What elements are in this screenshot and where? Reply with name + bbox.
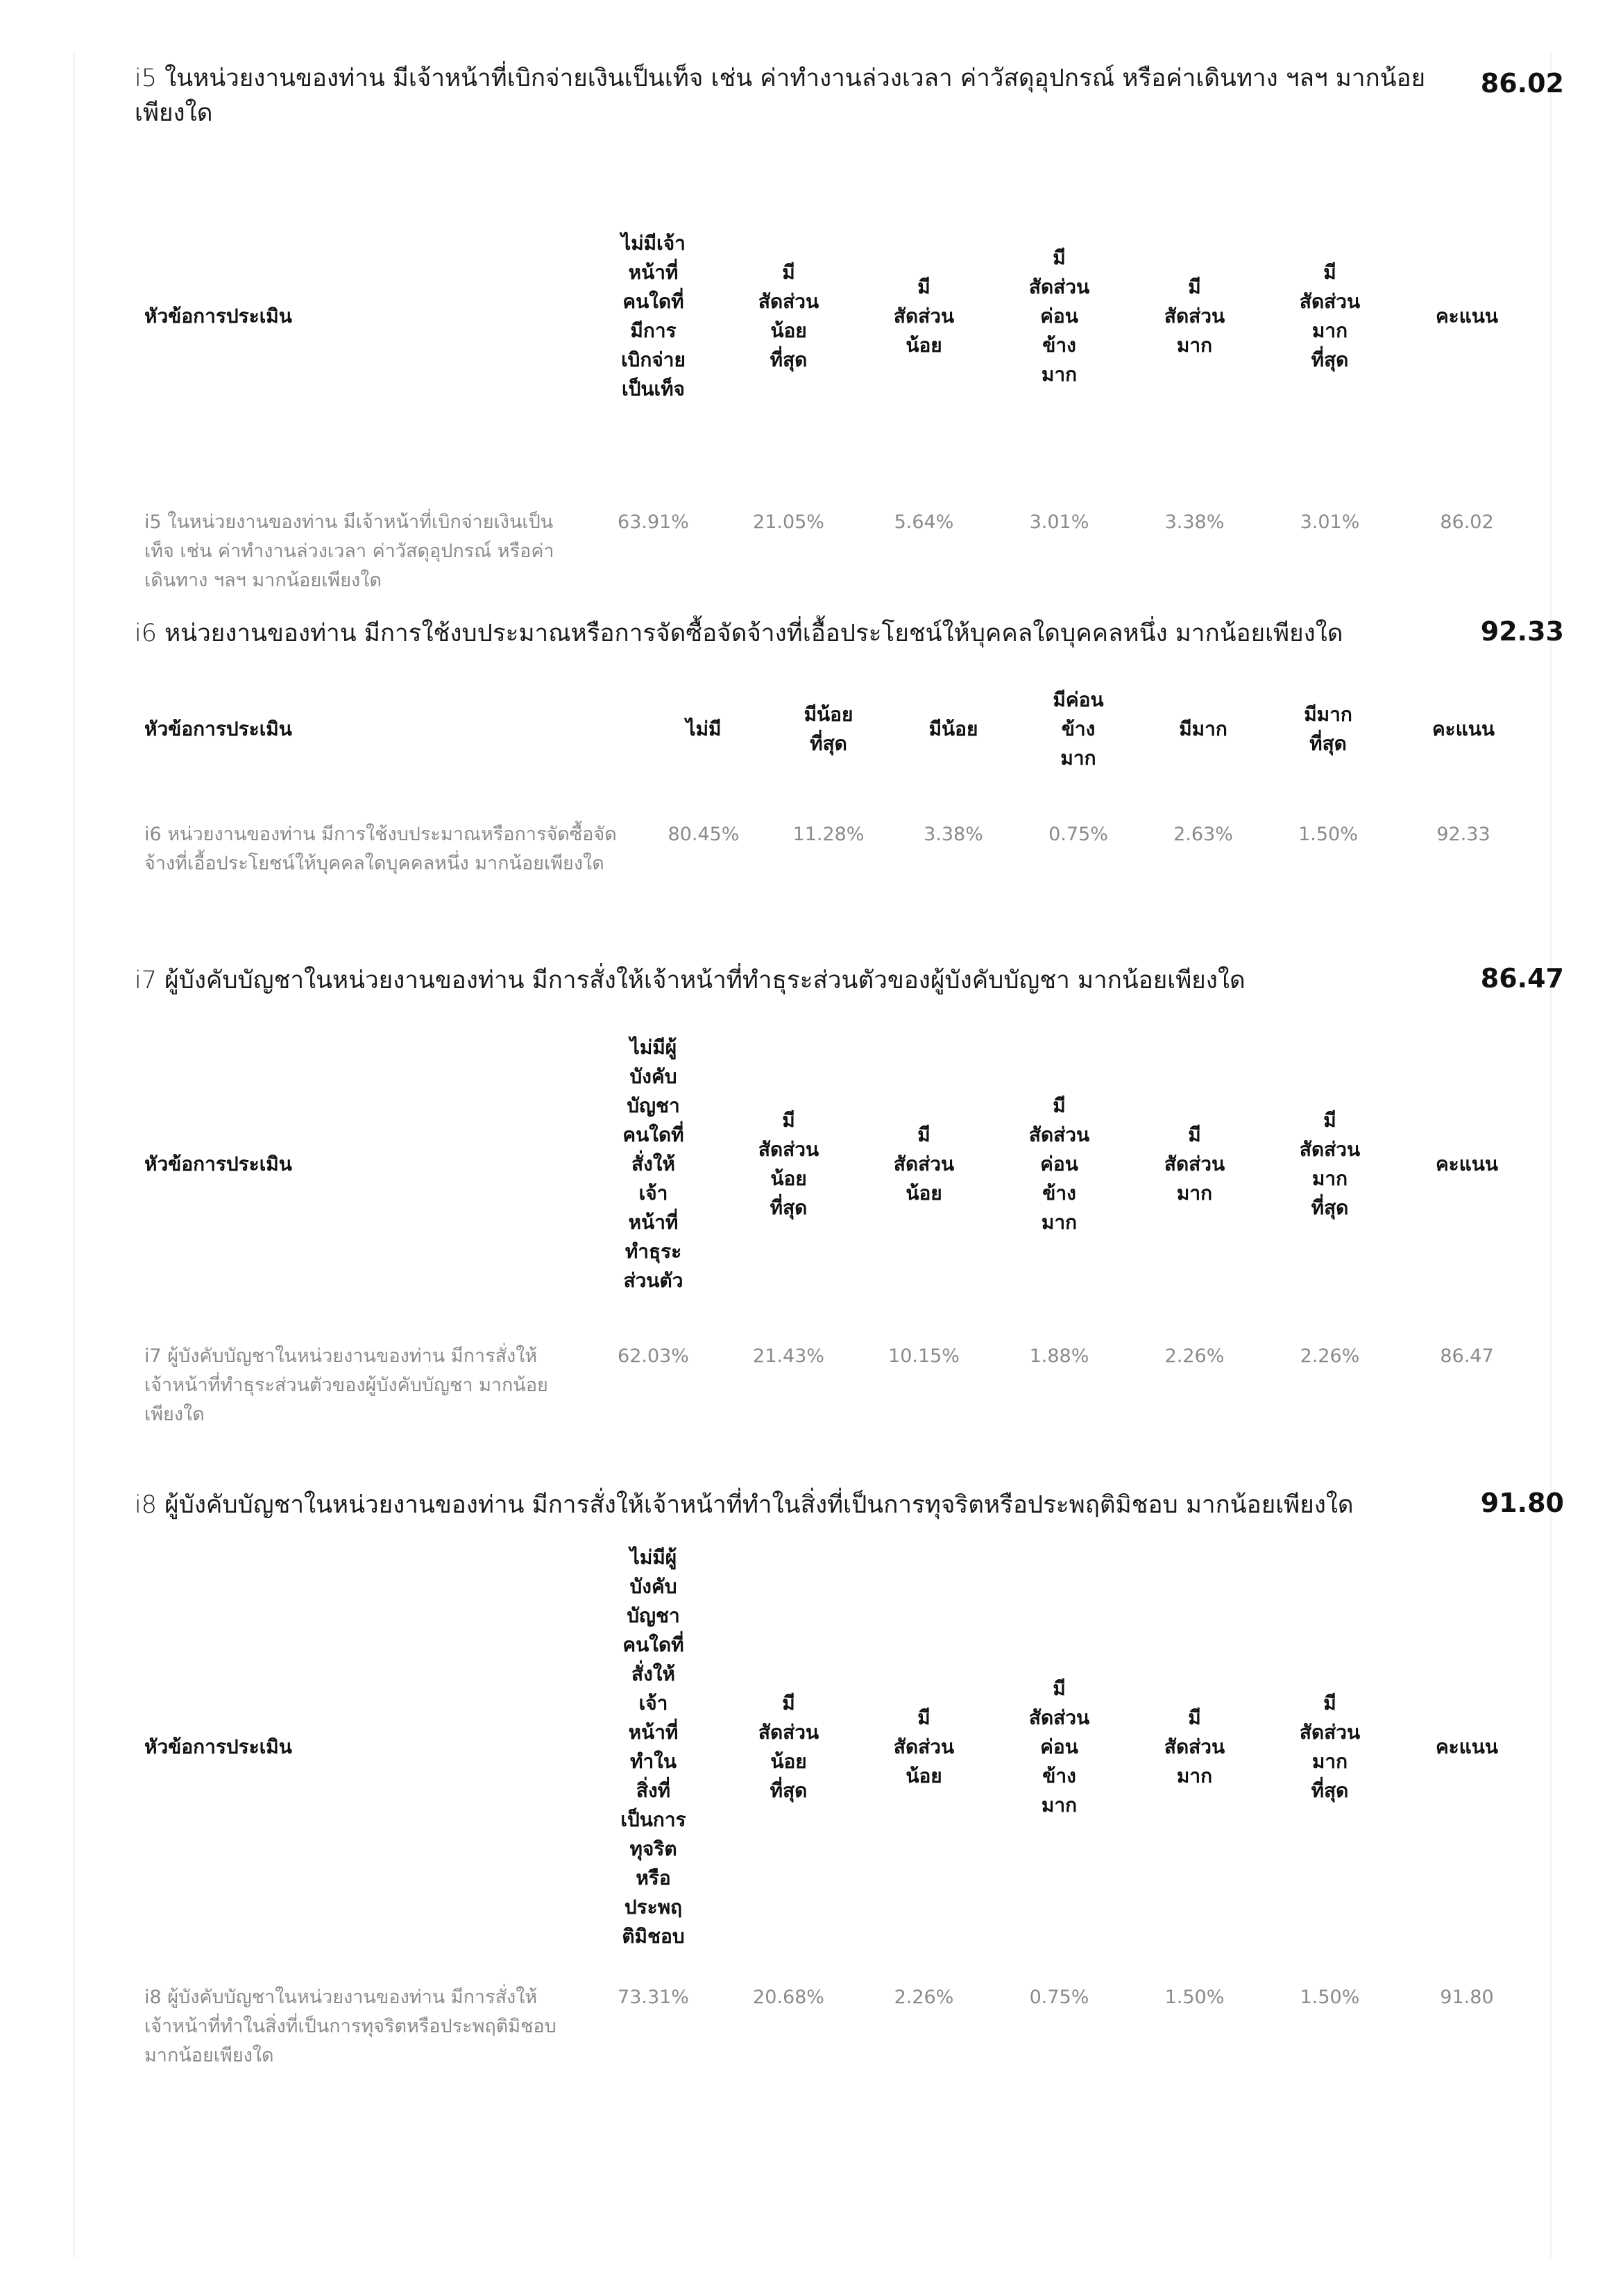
row-value-2: 21.05% bbox=[753, 511, 824, 533]
header-col-5: มีสัดส่วนมาก bbox=[1164, 1123, 1225, 1205]
row-value-2: 20.68% bbox=[753, 1987, 824, 2008]
row-value-5: 2.26% bbox=[1164, 1345, 1225, 1367]
question-title: i7 ผู้บังคับบัญชาในหน่วยงานของท่าน มีการสั่งให้เจ้าหน้าที่ทำธุระส่วนตัวของผู้บังคับบัญชา มากน้อยเพียงใด bbox=[135, 967, 1246, 994]
row-topic: i5 ในหน่วยงานของท่าน มีเจ้าหน้าที่เบิกจ่ายเงินเป็นเท็จ เช่น ค่าทำงานล่วงเวลา ค่าวัสดุอุปกรณ์ หรือค่าเดินทาง ฯลฯ มากน้อยเพียงใด bbox=[144, 511, 554, 591]
table-row bbox=[135, 1951, 1536, 2070]
assessment-table bbox=[135, 1543, 1536, 2070]
header-col-1: ไม่มี bbox=[686, 717, 722, 740]
row-value-3: 5.64% bbox=[894, 511, 954, 533]
assessment-table bbox=[135, 1019, 1536, 1429]
assessment-table bbox=[135, 157, 1536, 595]
row-value-1: 62.03% bbox=[618, 1345, 689, 1367]
header-col-4: มีสัดส่วนค่อนข้างมาก bbox=[1028, 1677, 1090, 1817]
table-header-row bbox=[135, 1543, 1536, 1951]
row-value-5: 1.50% bbox=[1164, 1987, 1225, 2008]
header-col-1: ไม่มีผู้บังคับบัญชาคนใดที่สั่งให้เจ้าหน้าที่ทำในสิ่งที่เป็นการทุจริตหรือประพฤติมิชอบ bbox=[620, 1546, 686, 1948]
header-topic: หัวข้อการประเมิน bbox=[144, 717, 292, 740]
row-score: 86.47 bbox=[1440, 1345, 1494, 1367]
question-title: i8 ผู้บังคับบัญชาในหน่วยงานของท่าน มีการสั่งให้เจ้าหน้าที่ทำในสิ่งที่เป็นการทุจริตหรือประพฤติมิชอบ มากน้อยเพียงใด bbox=[135, 1491, 1354, 1519]
header-score: คะแนน bbox=[1435, 1153, 1499, 1175]
question-score: 86.02 bbox=[1480, 68, 1564, 99]
row-value-3: 2.26% bbox=[894, 1987, 954, 2008]
row-value-4: 3.01% bbox=[1029, 511, 1089, 533]
header-topic: หัวข้อการประเมิน bbox=[144, 1153, 292, 1175]
row-value-6: 1.50% bbox=[1298, 824, 1358, 845]
row-value-1: 63.91% bbox=[618, 511, 689, 533]
table-header-row bbox=[135, 1019, 1536, 1310]
header-score: คะแนน bbox=[1431, 717, 1495, 740]
row-value-4: 0.75% bbox=[1029, 1987, 1089, 2008]
row-score: 92.33 bbox=[1436, 824, 1490, 845]
row-value-5: 3.38% bbox=[1164, 511, 1225, 533]
row-topic: i6 หน่วยงานของท่าน มีการใช้งบประมาณหรือการจัดซื้อจัดจ้างที่เอื้อประโยชน์ให้บุคคลใดบุคคลหนึ่ง มากน้อยเพียงใด bbox=[144, 824, 617, 874]
row-value-1: 80.45% bbox=[668, 824, 740, 845]
question-score: 86.47 bbox=[1480, 963, 1564, 994]
header-score: คะแนน bbox=[1435, 305, 1499, 328]
table-header-row bbox=[135, 157, 1536, 476]
header-col-4: มีสัดส่วนค่อนข้างมาก bbox=[1028, 1094, 1090, 1234]
header-topic: หัวข้อการประเมิน bbox=[144, 1735, 292, 1758]
header-col-3: มีน้อย bbox=[928, 717, 978, 740]
header-col-4: มีค่อนข้างมาก bbox=[1053, 688, 1104, 769]
header-col-3: มีสัดส่วนน้อย bbox=[893, 275, 955, 357]
question-score: 92.33 bbox=[1480, 616, 1564, 647]
question-title: i6 หน่วยงานของท่าน มีการใช้งบประมาณหรือการจัดซื้อจัดจ้างที่เอื้อประโยชน์ให้บุคคลใดบุคคลหนึ่ง มากน้อยเพียงใด bbox=[135, 620, 1343, 647]
table-row bbox=[135, 788, 1536, 878]
header-col-6: มีสัดส่วนมากที่สุด bbox=[1299, 261, 1361, 371]
header-col-5: มีสัดส่วนมาก bbox=[1164, 275, 1225, 357]
header-col-6: มีมากที่สุด bbox=[1304, 703, 1352, 755]
row-value-2: 11.28% bbox=[792, 824, 865, 845]
header-score: คะแนน bbox=[1435, 1735, 1499, 1758]
header-topic: หัวข้อการประเมิน bbox=[144, 305, 292, 328]
header-col-1: ไม่มีผู้บังคับบัญชาคนใดที่สั่งให้เจ้าหน้าที่ทำธุระส่วนตัว bbox=[622, 1036, 684, 1292]
section-i7 bbox=[135, 963, 1564, 1463]
row-value-1: 73.31% bbox=[618, 1987, 689, 2008]
header-col-2: มีสัดส่วนน้อยที่สุด bbox=[758, 1109, 819, 1219]
table-row bbox=[135, 476, 1536, 595]
assessment-table bbox=[135, 670, 1536, 878]
section-i8 bbox=[135, 1488, 1564, 2084]
header-col-3: มีสัดส่วนน้อย bbox=[893, 1123, 955, 1205]
header-col-5: มีมาก bbox=[1179, 717, 1227, 740]
row-value-3: 3.38% bbox=[924, 824, 983, 845]
row-score: 86.02 bbox=[1440, 511, 1494, 533]
row-topic: i7 ผู้บังคับบัญชาในหน่วยงานของท่าน มีการสั่งให้เจ้าหน้าที่ทำธุระส่วนตัวของผู้บังคับบัญชา มากน้อยเพียงใด bbox=[144, 1345, 548, 1425]
row-value-6: 3.01% bbox=[1300, 511, 1360, 533]
header-col-3: มีสัดส่วนน้อย bbox=[893, 1706, 955, 1787]
table-row bbox=[135, 1310, 1536, 1429]
row-value-6: 2.26% bbox=[1300, 1345, 1360, 1367]
header-col-5: มีสัดส่วนมาก bbox=[1164, 1706, 1225, 1787]
header-col-4: มีสัดส่วนค่อนข้างมาก bbox=[1028, 246, 1090, 386]
row-value-4: 0.75% bbox=[1048, 824, 1108, 845]
header-col-2: มีสัดส่วนน้อยที่สุด bbox=[758, 1692, 819, 1802]
row-value-6: 1.50% bbox=[1300, 1987, 1360, 2008]
row-topic: i8 ผู้บังคับบัญชาในหน่วยงานของท่าน มีการสั่งให้เจ้าหน้าที่ทำในสิ่งที่เป็นการทุจริตหรือประพฤติมิชอบ มากน้อยเพียงใด bbox=[144, 1987, 556, 2066]
row-value-3: 10.15% bbox=[888, 1345, 960, 1367]
row-value-4: 1.88% bbox=[1029, 1345, 1089, 1367]
row-value-5: 2.63% bbox=[1173, 824, 1233, 845]
row-score: 91.80 bbox=[1440, 1987, 1494, 2008]
report-page bbox=[74, 51, 1564, 2258]
question-title: i5 ในหน่วยงานของท่าน มีเจ้าหน้าที่เบิกจ่ายเงินเป็นเท็จ เช่น ค่าทำงานล่วงเวลา ค่าวัสดุอุปกรณ์ หรือค่าเดินทาง ฯลฯ มากน้อยเพียงใด bbox=[135, 65, 1426, 127]
section-i5 bbox=[135, 61, 1564, 591]
header-col-2: มีสัดส่วนน้อยที่สุด bbox=[758, 261, 819, 371]
header-col-6: มีสัดส่วนมากที่สุด bbox=[1299, 1109, 1361, 1219]
table-header-row bbox=[135, 670, 1536, 788]
header-col-6: มีสัดส่วนมากที่สุด bbox=[1299, 1692, 1361, 1802]
question-score: 91.80 bbox=[1480, 1488, 1564, 1518]
row-value-2: 21.43% bbox=[753, 1345, 824, 1367]
section-i6 bbox=[135, 616, 1564, 942]
header-col-2: มีน้อยที่สุด bbox=[804, 703, 853, 755]
header-col-1: ไม่มีเจ้าหน้าที่คนใดที่มีการเบิกจ่ายเป็นเท็จ bbox=[621, 232, 686, 400]
